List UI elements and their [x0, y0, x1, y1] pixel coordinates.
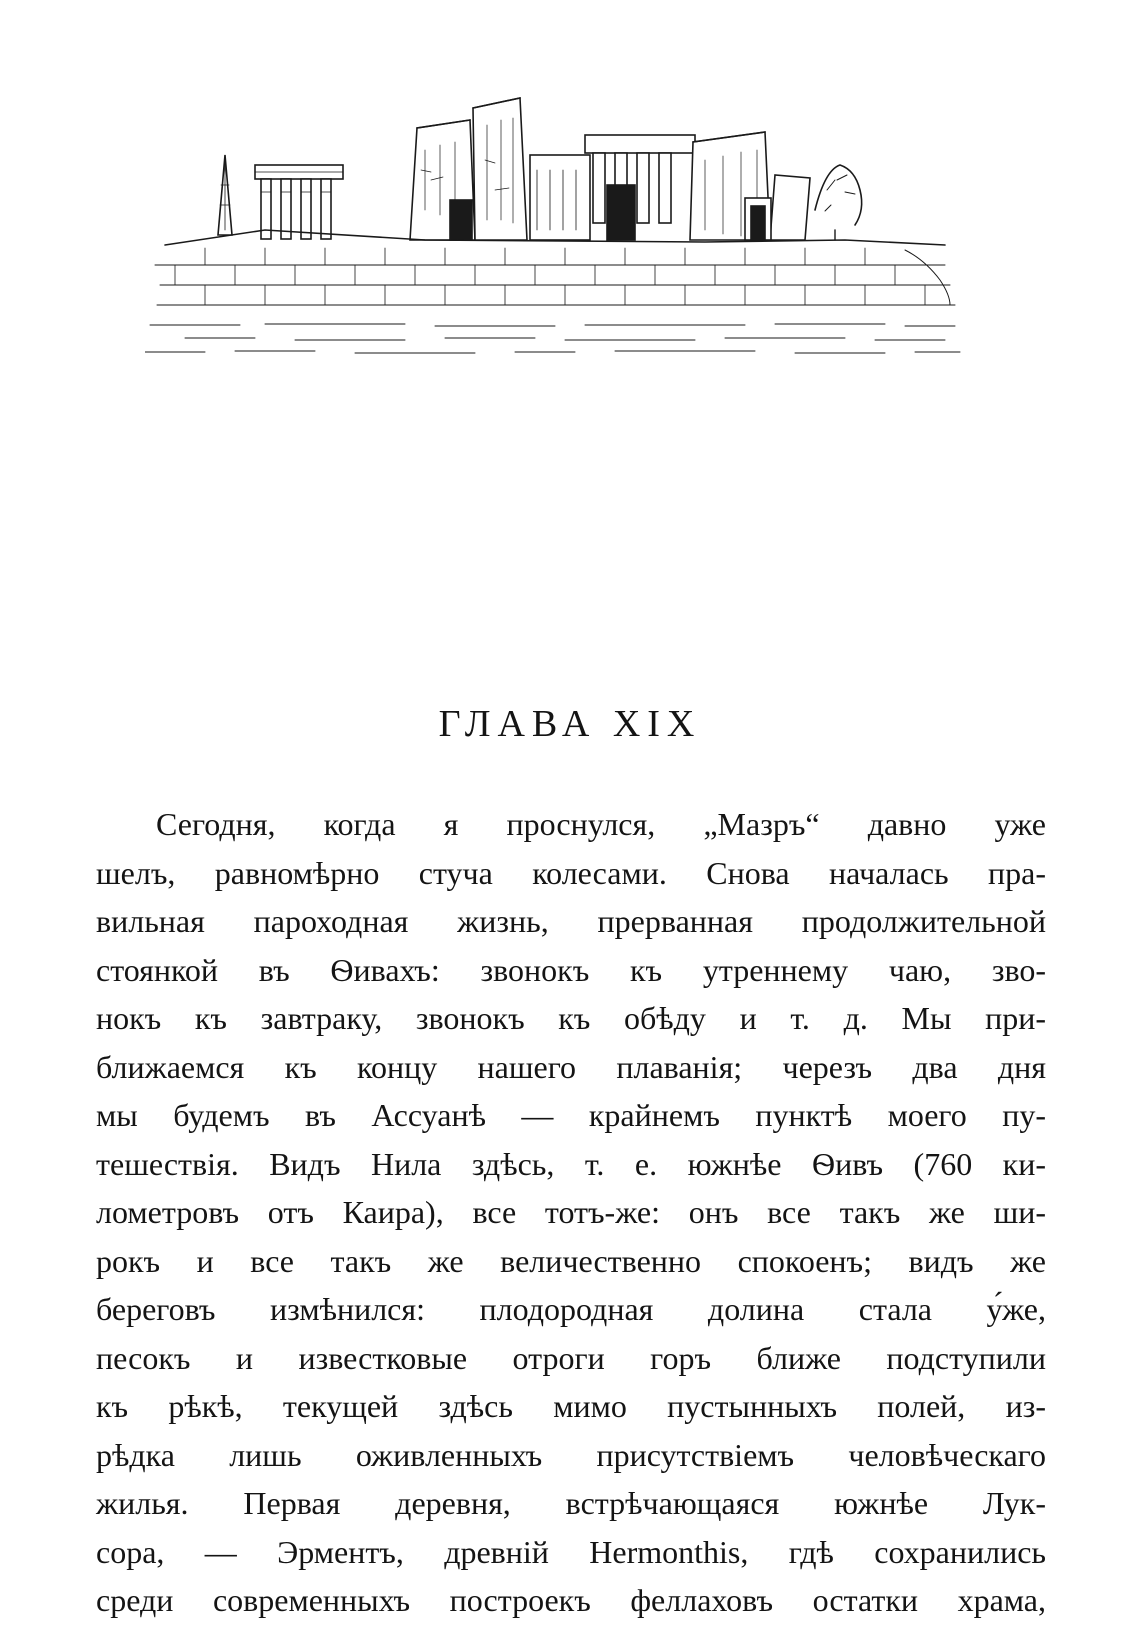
- chapter-body-text: [96, 800, 1046, 1625]
- great-pylon: [410, 98, 527, 240]
- tree: [815, 165, 862, 240]
- text-line: жилья. Первая деревня, встрѣчающаяся южнѣе Лук-: [96, 1485, 1046, 1521]
- text-line: среди современныхъ построекъ феллаховъ остатки храма,: [96, 1582, 1046, 1618]
- text-line: нокъ къ завтраку, звонокъ къ обѣду и т. д. Мы при-: [96, 1000, 1046, 1036]
- text-line: ближаемся къ концу нашего плаванія; черезъ два дня: [96, 1048, 1046, 1085]
- quay-wall: [155, 230, 955, 305]
- text-line: стоянкой въ Ѳивахъ: звонокъ къ утреннему чаю, зво-: [96, 951, 1046, 988]
- text-line: рокъ и все такъ же величественно спокоенъ; видъ же: [96, 1242, 1046, 1279]
- right-pylon: [690, 132, 810, 240]
- text-line: тешествія. Видъ Нила здѣсь, т. е. южнѣе Ѳивъ (760 ки-: [96, 1145, 1046, 1182]
- text-line: сора, — Эрментъ, древній Hermonthis, гдѣ сохранились: [96, 1533, 1046, 1570]
- central-temple: [530, 135, 695, 240]
- text-line: вильная пароходная жизнь, прерванная продолжительной: [96, 903, 1046, 939]
- text-line: береговъ измѣнился: плодородная долина стала у́же,: [96, 1291, 1046, 1327]
- text-line: рѣдка лишь оживленныхъ присутствіемъ человѣческаго: [96, 1436, 1046, 1473]
- text-line: шелъ, равномѣрно стуча колесами. Снова началась пра-: [96, 854, 1046, 891]
- text-line: лометровъ отъ Каира), все тотъ-же: онъ все такъ же ши-: [96, 1194, 1046, 1230]
- text-line: мы будемъ въ Ассуанѣ — крайнемъ пунктѣ моего пу-: [96, 1097, 1046, 1133]
- colonnade-left: [255, 165, 343, 239]
- water-lines: [145, 324, 960, 353]
- obelisk: [218, 155, 232, 235]
- text-line: песокъ и известковые отроги горъ ближе подступили: [96, 1339, 1046, 1376]
- temple-ruins-illustration: [145, 80, 965, 360]
- chapter-title: ГЛАВА XIX: [438, 703, 702, 745]
- text-line: Сегодня, когда я проснулся, „Мазръ“ давно уже: [156, 806, 1046, 842]
- text-line: къ рѣкѣ, текущей здѣсь мимо пустынныхъ полей, из-: [96, 1388, 1046, 1424]
